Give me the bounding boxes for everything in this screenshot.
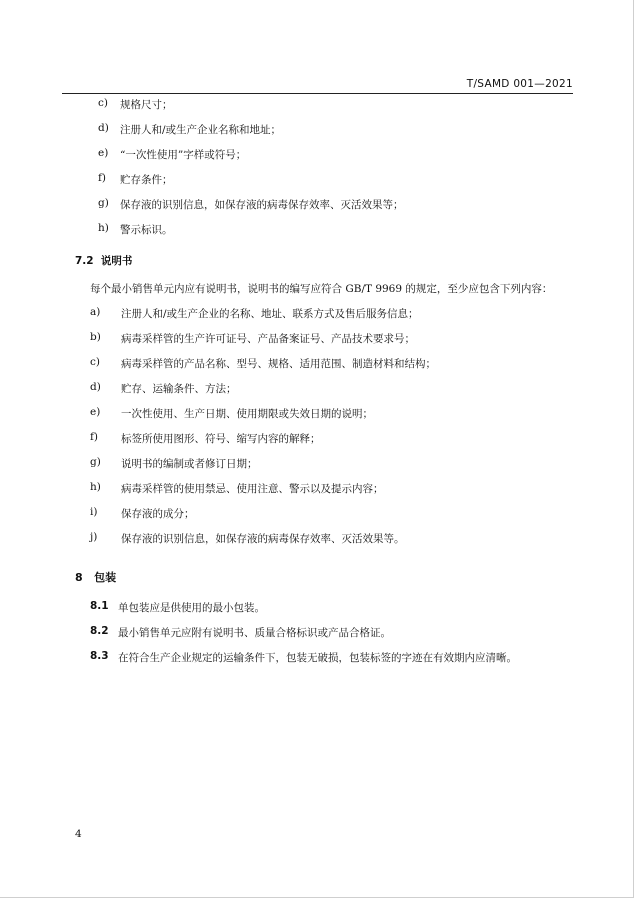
list-item-text: 警示标识。 — [120, 224, 173, 236]
clause-text: 最小销售单元应附有说明书、质量合格标识或产品合格证。 — [118, 627, 391, 639]
section-title: 说明书 — [100, 255, 133, 267]
list-item-label: f) — [90, 431, 98, 443]
list-item-label: a) — [90, 306, 101, 318]
list-item-label: h) — [90, 481, 101, 493]
clause-text: 在符合生产企业规定的运输条件下，包装无破损，包装标签的字迹在有效期内应清晰。 — [118, 652, 517, 664]
list-item-text: 病毒采样管的产品名称、型号、规格、适用范围、制造材料和结构； — [121, 358, 436, 370]
list-item-label: b) — [90, 331, 101, 343]
list-item-label: i) — [90, 506, 98, 518]
section-title: 包装 — [94, 571, 117, 584]
section-number: 7.2 — [75, 255, 94, 267]
list-item-label: j) — [90, 531, 98, 543]
list-item-label: h) — [98, 222, 109, 234]
list-item-label: c) — [90, 356, 100, 368]
list-item-text: 病毒采样管的使用禁忌、使用注意、警示以及提示内容； — [121, 483, 384, 495]
section-heading-7-2 — [75, 253, 132, 268]
list-item-text: 注册人和/或生产企业名称和地址； — [120, 124, 282, 136]
list-item-text: 规格尺寸； — [120, 99, 173, 111]
page-number: 4 — [75, 828, 82, 840]
list-item-label: e) — [90, 406, 101, 418]
clause-number: 8.2 — [90, 625, 109, 637]
section-number: 8 — [75, 571, 83, 584]
list-item-text: 贮存条件； — [120, 174, 173, 186]
list-item-text: 保存液的识别信息，如保存液的病毒保存效率、灭活效果等； — [120, 199, 404, 211]
list-item-text: 保存液的识别信息，如保存液的病毒保存效率、灭活效果等。 — [121, 533, 405, 545]
header-rule — [62, 93, 573, 94]
list-item-text: 贮存、运输条件、方法； — [121, 383, 237, 395]
list-item-label: g) — [90, 456, 101, 468]
list-item-text: 标签所使用图形、符号、缩写内容的解释； — [121, 433, 321, 445]
clause-text: 单包装应是供使用的最小包装。 — [118, 602, 265, 614]
clause-number: 8.1 — [90, 600, 109, 612]
section-intro: 每个最小销售单元内应有说明书，说明书的编写应符合 GB/T 9969 的规定，至少应包含下列内容： — [90, 283, 553, 295]
list-item-label: c) — [98, 97, 108, 109]
list-item-text: 说明书的编制或者修订日期； — [121, 458, 258, 470]
list-item-label: f) — [98, 172, 106, 184]
list-item-label: e) — [98, 147, 109, 159]
list-item-label: d) — [98, 122, 109, 134]
clause-number: 8.3 — [90, 650, 109, 662]
list-item-label: d) — [90, 381, 101, 393]
list-item-text: 注册人和/或生产企业的名称、地址、联系方式及售后服务信息； — [121, 308, 419, 320]
list-item-text: 病毒采样管的生产许可证号、产品备案证号、产品技术要求号； — [121, 333, 415, 345]
list-item-text: 一次性使用、生产日期、使用期限或失效日期的说明； — [121, 408, 373, 420]
section-heading-8 — [75, 569, 116, 585]
document-code: T/SAMD 001—2021 — [466, 78, 573, 90]
list-item-text: 保存液的成分； — [121, 508, 195, 520]
list-item-text: “一次性使用”字样或符号； — [120, 149, 247, 161]
list-item-label: g) — [98, 197, 109, 209]
